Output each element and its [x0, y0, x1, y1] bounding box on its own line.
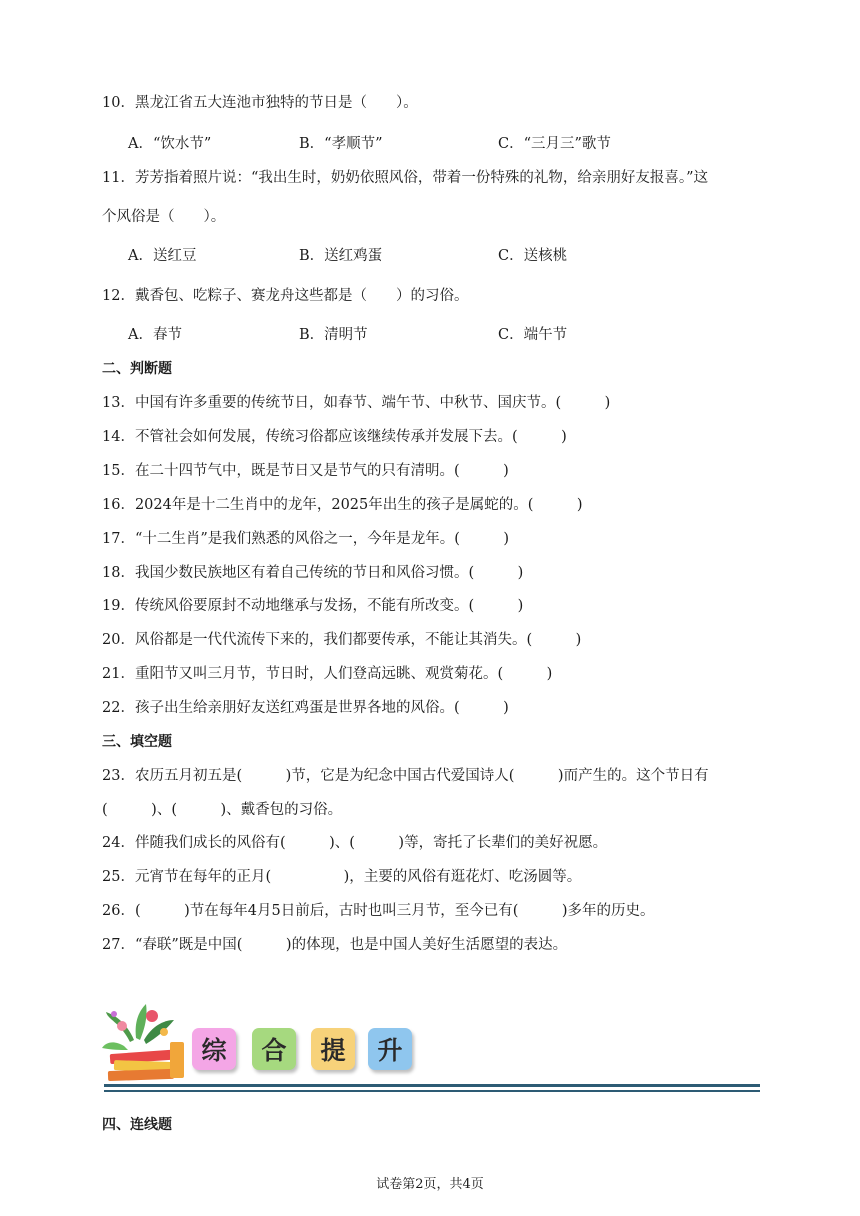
judge-item: 21．重阳节又叫三月节，节日时，人们登高远眺、观赏菊花。( ) — [102, 666, 553, 682]
judge-item: 22．孩子出生给亲朋好友送红鸡蛋是世界各地的风俗。( ) — [102, 700, 509, 716]
fill-item-26: 26．( )节在每年4月5日前后，古时也叫三月节，至今已有( )多年的历史。 — [102, 903, 655, 919]
banner-tile-char: 升 — [377, 1036, 403, 1065]
banner-rule-top — [104, 1084, 760, 1087]
banner-rule-bottom — [104, 1090, 760, 1092]
fill-item-23-line2: ( )、( )、戴香包的习俗。 — [102, 802, 343, 818]
fill-item-24: 24．伴随我们成长的风俗有( )、( )等，寄托了长辈们的美好祝愿。 — [102, 835, 608, 851]
judge-item: 15．在二十四节气中，既是节日又是节气的只有清明。( ) — [102, 463, 509, 479]
question-12-option-a: A．春节 — [128, 327, 182, 343]
judge-item: 19．传统风俗要原封不动地继承与发扬，不能有所改变。( ) — [102, 598, 524, 614]
question-12-stem: 12．戴香包、吃粽子、赛龙舟这些都是（ ）的习俗。 — [102, 288, 469, 304]
judge-item: 14．不管社会如何发展，传统习俗都应该继续传承并发展下去。( ) — [102, 429, 567, 445]
books-plant-icon — [100, 1002, 186, 1082]
question-12-option-b: B．清明节 — [299, 327, 368, 343]
judge-item: 17．“十二生肖”是我们熟悉的风俗之一，今年是龙年。( ) — [102, 531, 510, 547]
section-2-title: 二、判断题 — [102, 361, 172, 377]
question-10-option-c: C．“三月三”歌节 — [498, 136, 611, 152]
question-11-stem-line2: 个风俗是（ ）。 — [102, 209, 226, 225]
question-10-stem: 10．黑龙江省五大连池市独特的节日是（ ）。 — [102, 95, 418, 111]
banner-tile — [311, 1028, 355, 1070]
judge-item: 18．我国少数民族地区有着自己传统的节日和风俗习惯。( ) — [102, 565, 524, 581]
section-3-title: 三、填空题 — [102, 734, 172, 750]
fill-item-27: 27．“春联”既是中国( )的体现，也是中国人美好生活愿望的表达。 — [102, 937, 568, 953]
fill-item-25: 25．元宵节在每年的正月( )，主要的风俗有逛花灯、吃汤圆等。 — [102, 869, 582, 885]
banner-tile-char: 提 — [320, 1036, 346, 1065]
fill-item-23-line1: 23．农历五月初五是( )节，它是为纪念中国古代爱国诗人( )而产生的。这个节日有 — [102, 768, 709, 784]
page-footer: 试卷第2页，共4页 — [376, 1177, 484, 1192]
question-12-option-c: C．端午节 — [498, 327, 568, 343]
question-11-option-a: A．送红豆 — [128, 248, 197, 264]
question-10-option-b: B．“孝顺节” — [299, 136, 383, 152]
judge-item: 16．2024年是十二生肖中的龙年，2025年出生的孩子是属蛇的。( ) — [102, 497, 583, 513]
judge-item: 20．风俗都是一代代流传下来的，我们都要传承，不能让其消失。( ) — [102, 632, 582, 648]
comprehensive-improvement-banner — [100, 1002, 760, 1098]
banner-tile-char: 综 — [201, 1036, 227, 1065]
judge-item: 13．中国有许多重要的传统节日，如春节、端午节、中秋节、国庆节。( ) — [102, 395, 611, 411]
question-11-option-c: C．送核桃 — [498, 248, 568, 264]
question-10-option-a: A．“饮水节” — [128, 136, 212, 152]
banner-tile — [192, 1028, 236, 1070]
question-11-stem-line1: 11．芳芳指着照片说：“我出生时，奶奶依照风俗，带着一份特殊的礼物，给亲朋好友报喜。”这 — [102, 170, 709, 186]
section-4-title: 四、连线题 — [102, 1117, 172, 1133]
question-11-option-b: B．送红鸡蛋 — [299, 248, 383, 264]
banner-tile-char: 合 — [261, 1036, 287, 1065]
banner-tile — [368, 1028, 412, 1070]
banner-tile — [252, 1028, 296, 1070]
